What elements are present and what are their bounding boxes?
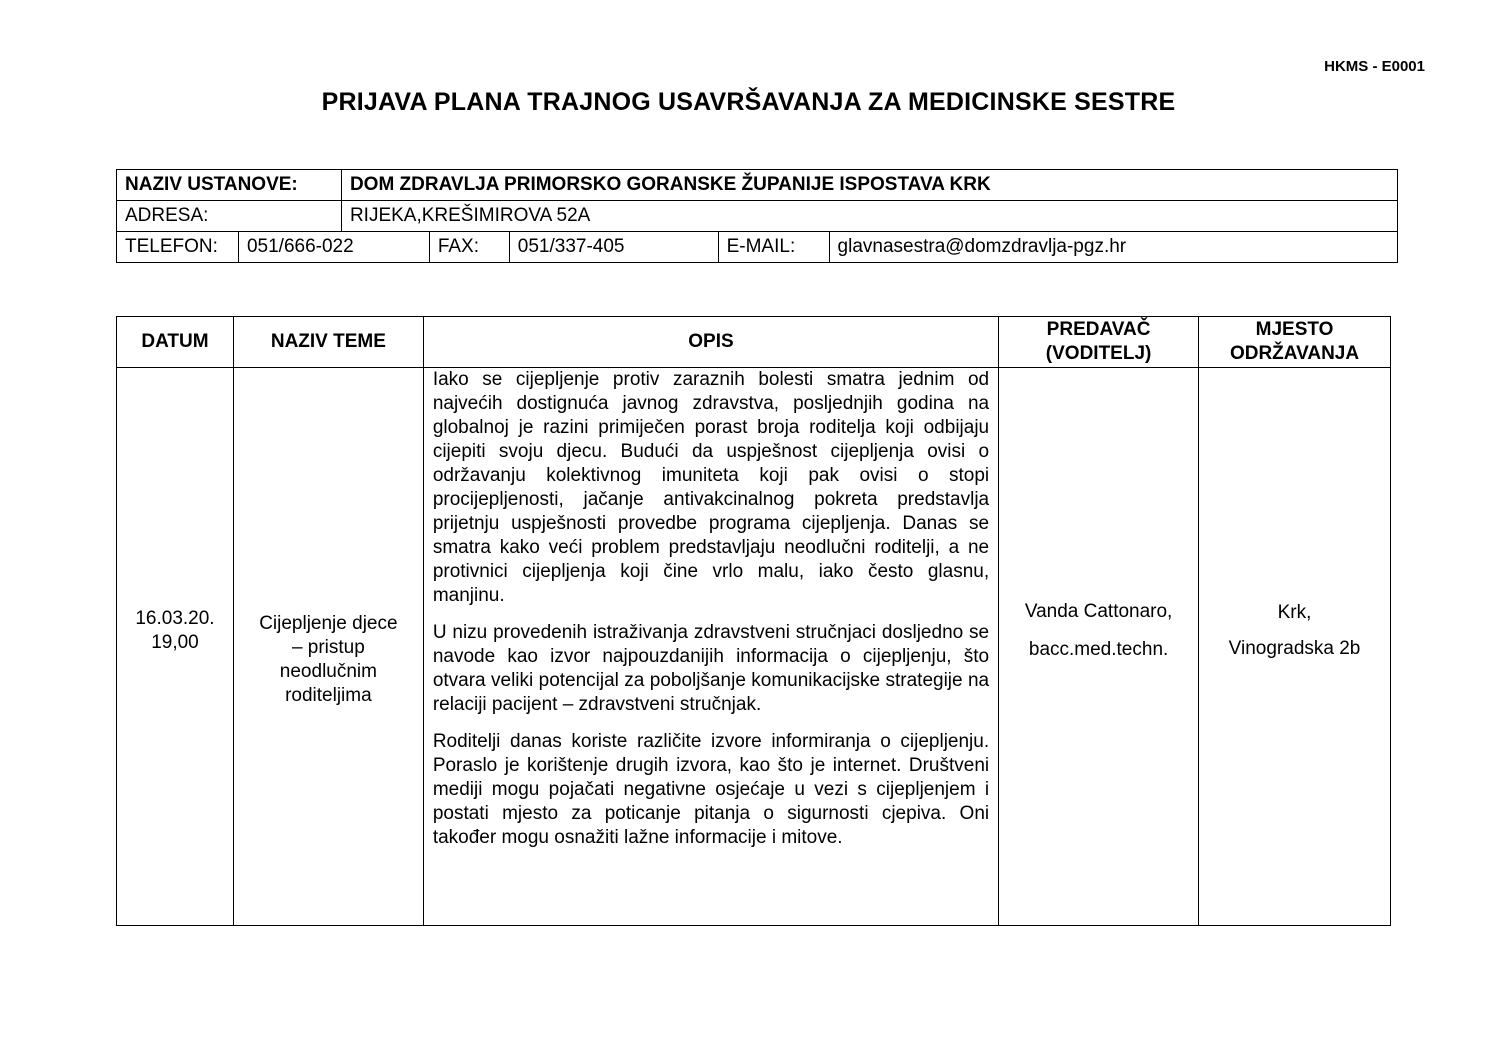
location-cell	[1199, 368, 1391, 926]
page-title: PRIJAVA PLANA TRAJNOG USAVRŠAVANJA ZA MEDICINSKE SESTRE	[321, 88, 1176, 116]
form-code: HKMS - E0001	[1324, 58, 1425, 75]
education-plan-table	[116, 316, 1391, 926]
description-paragraph: U nizu provedenih istraživanja zdravstveni stručnjaci dosljedno se navode kao izvor najpouzdanijih informacija o cijepljenju, što otvara veliki potencijal za poboljšanje komunikacijske strategije na relaciji pacijent – zdravstveni stručnjak.	[432, 622, 990, 715]
event-date: 16.03.20.	[135, 607, 215, 629]
header-location-line-1: MJESTO	[1255, 319, 1334, 340]
institution-name-value: DOM ZDRAVLJA PRIMORSKO GORANSKE ŽUPANIJE ISPOSTAVA KRK	[341, 170, 1397, 201]
fax-label: FAX:	[429, 232, 509, 263]
description-paragraph: Roditelji danas koriste različite izvore informiranja o cijepljenju. Poraslo je korištenje drugih izvora, kao što je internet. Društveni mediji mogu pojačati negativne osjećaje u vezi s cijepljenjem i postati mjesto za poticanje pitanja o sigurnosti cjepiva. Oni također mogu osnažiti lažne informacije i mitove.	[432, 731, 990, 848]
phone-value: 051/666-022	[238, 232, 429, 263]
header-date: DATUM	[117, 317, 234, 368]
address-value: RIJEKA,KREŠIMIROVA 52A	[341, 201, 1397, 232]
description-paragraph: Iako se cijepljenje protiv zaraznih bolesti smatra jednim od najvećih dostignuća javnog zdravstva, posljednjih godina na globalnoj je razini primiječen porast broja roditelja koji odbijaju cijepiti svoju djecu. Budući da uspješnost cijepljenja ovisi o održavanju kolektivnog imuniteta koji pak ovisi o stopi procijepljenosti, jačanje antivakcinalnog pokreta predstavlja prijetnju uspješnosti provedbe programa cijepljenja. Danas se smatra kako veći problem predstavljaju neodlučni roditelji, a ne protivnici cijepljenja koji čine vrlo malu, iako često glasnu, manjinu.	[432, 369, 990, 606]
plan-row	[117, 368, 1391, 926]
header-topic: NAZIV TEME	[233, 317, 423, 368]
header-lecturer-line-1: PREDAVAČ	[1046, 319, 1151, 340]
phone-label: TELEFON:	[117, 232, 239, 263]
topic-line: – pristup	[291, 636, 365, 658]
header-location-line-2: ODRŽAVANJA	[1229, 343, 1360, 364]
description-cell	[423, 368, 998, 926]
header-lecturer-line-2: (VODITELJ)	[1045, 343, 1152, 364]
lecturer-title: bacc.med.techn.	[1028, 638, 1169, 660]
plan-header-row	[117, 317, 1391, 368]
institution-address-row	[117, 201, 1398, 232]
topic-line: neodlučnim	[279, 660, 377, 682]
institution-info-table	[116, 169, 1398, 263]
header-description: OPIS	[423, 317, 998, 368]
email-label: E-MAIL:	[718, 232, 829, 263]
institution-contact-row	[117, 232, 1398, 263]
fax-value: 051/337-405	[509, 232, 718, 263]
lecturer-cell	[999, 368, 1199, 926]
location-street: Vinogradska 2b	[1228, 637, 1361, 659]
topic-line: Cijepljenje djece	[259, 612, 398, 634]
topic-cell	[233, 368, 423, 926]
location-city: Krk,	[1277, 601, 1312, 623]
institution-name-label: NAZIV USTANOVE:	[117, 170, 342, 201]
institution-name-row	[117, 170, 1398, 201]
event-time: 19,00	[151, 631, 199, 653]
header-lecturer	[999, 317, 1199, 368]
topic-line: roditeljima	[285, 684, 372, 706]
header-location	[1199, 317, 1391, 368]
email-value: glavnasestra@domzdravlja-pgz.hr	[829, 232, 1397, 263]
date-cell	[117, 368, 234, 926]
address-label: ADRESA:	[117, 201, 342, 232]
lecturer-name: Vanda Cattonaro,	[1024, 600, 1173, 622]
